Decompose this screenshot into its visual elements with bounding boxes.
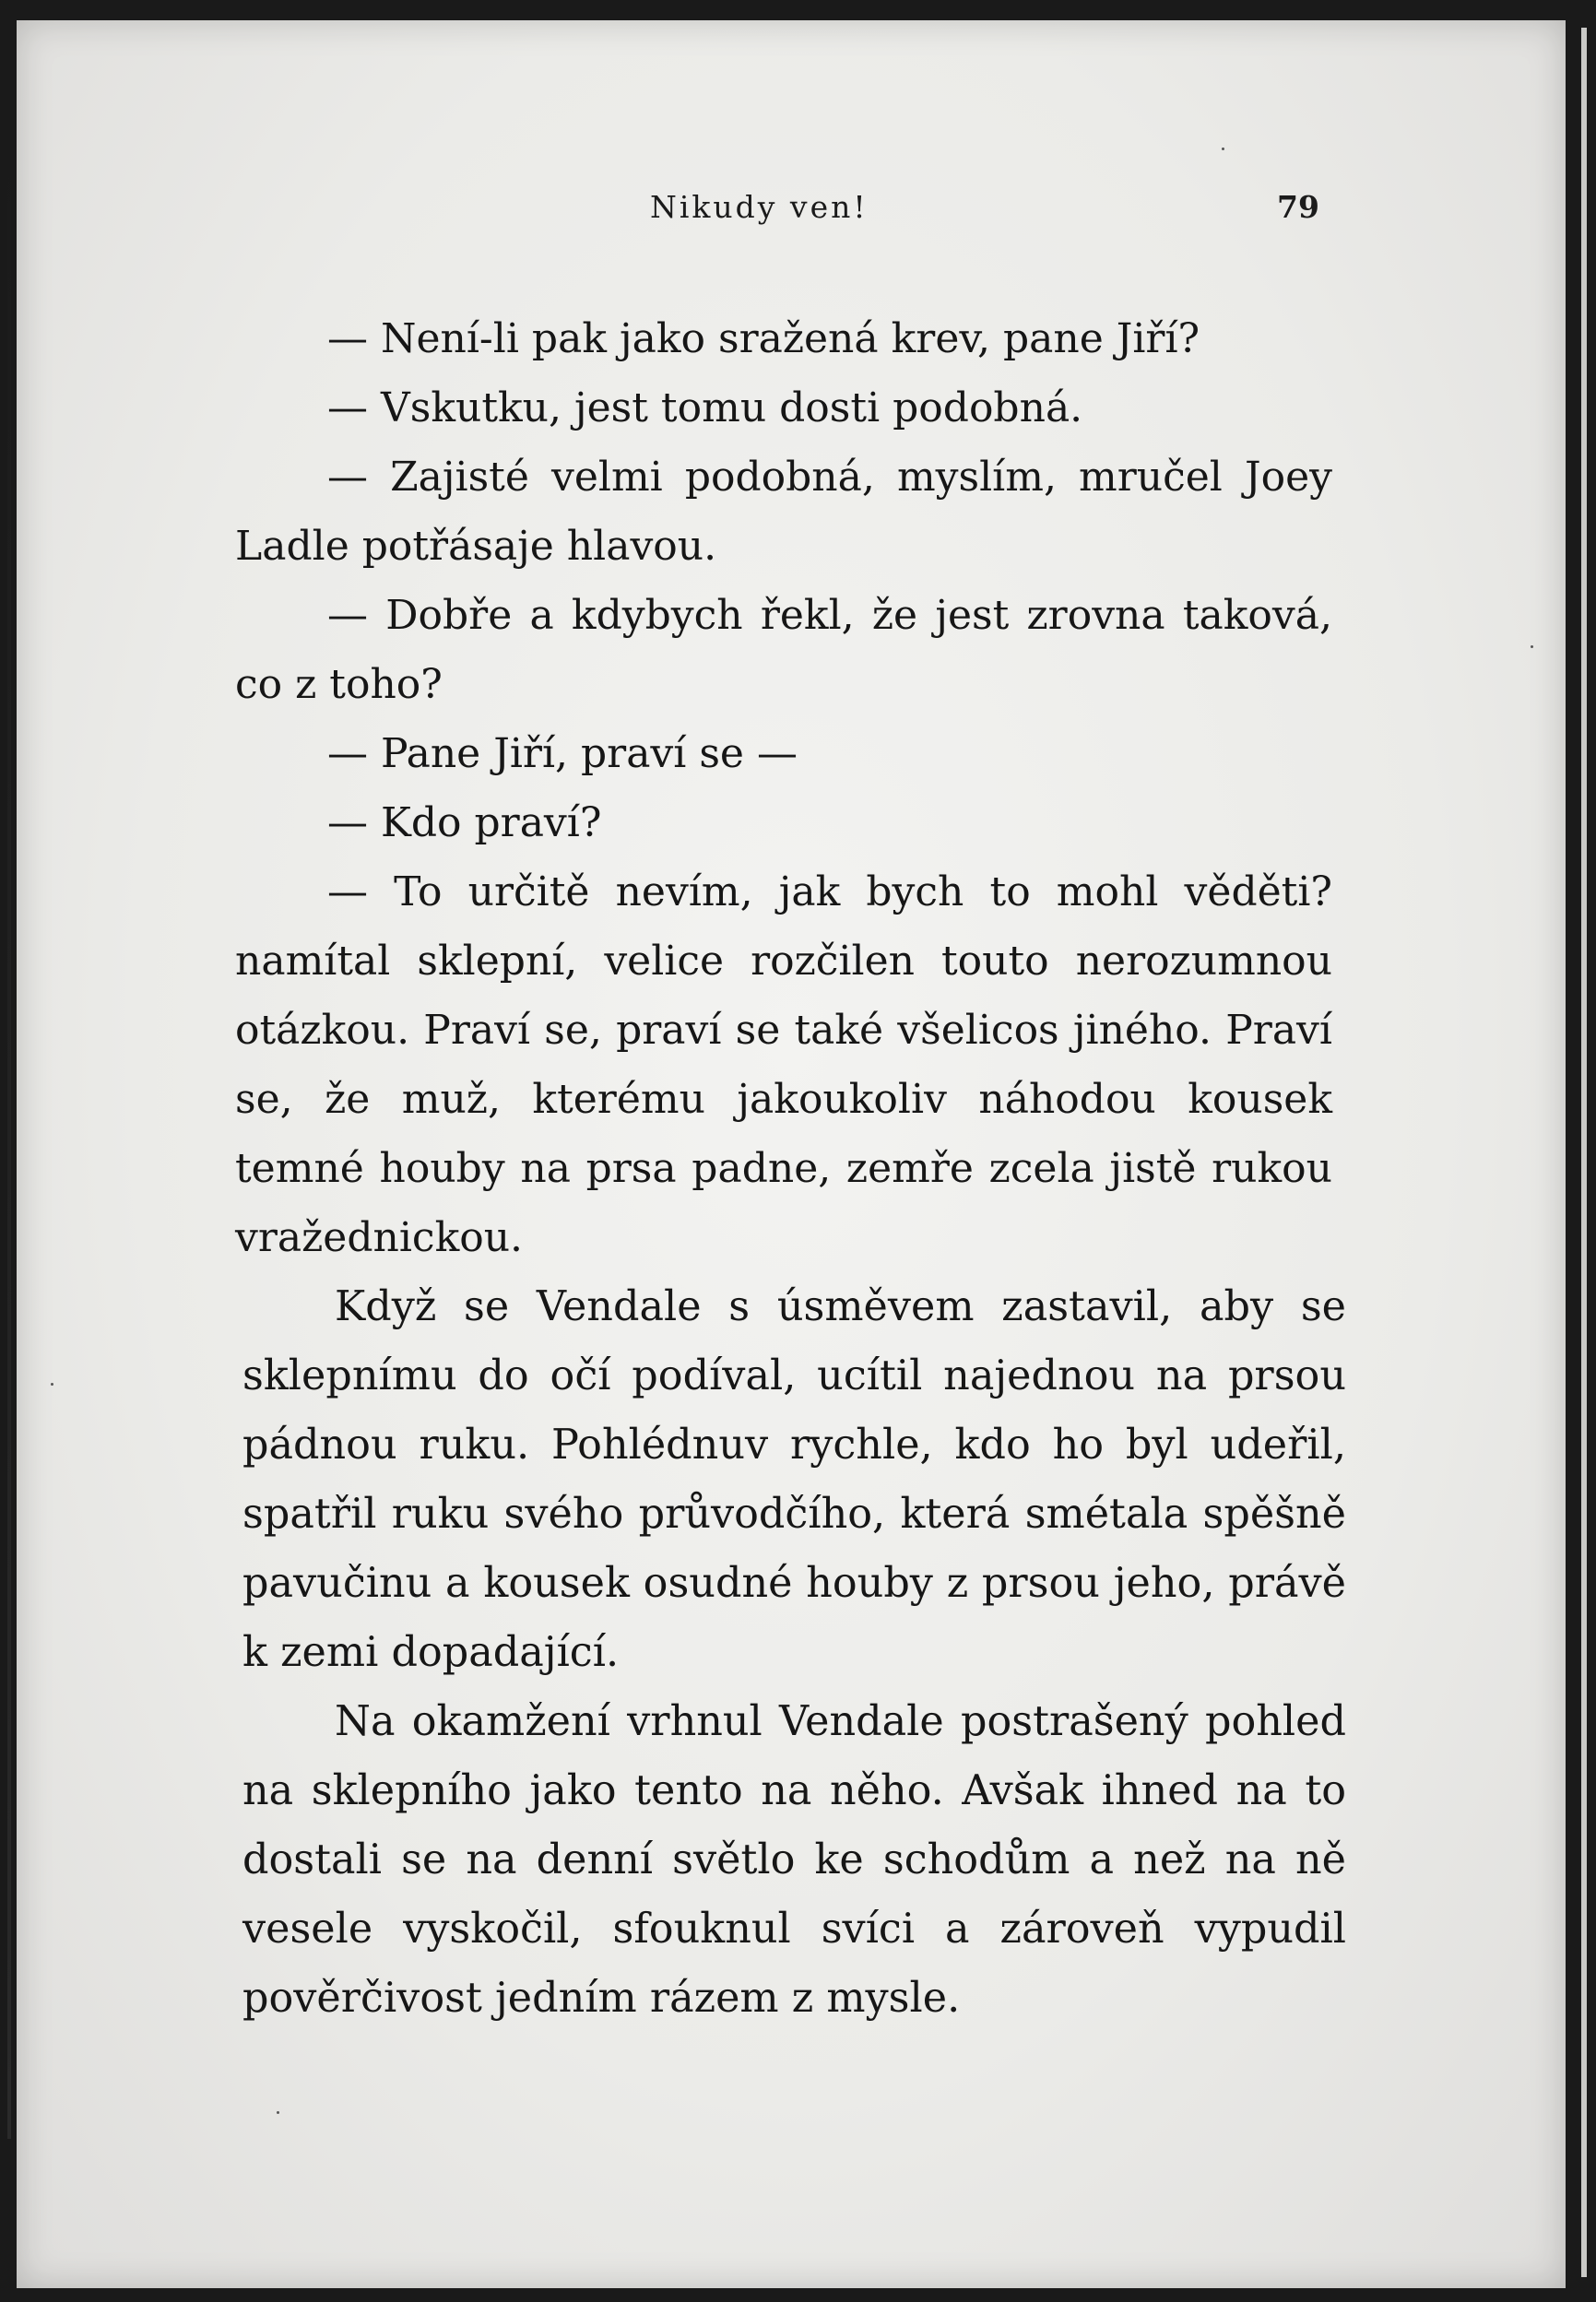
narrative-paragraph: Na okamžení vrhnul Vendale postrašený pohled na sklepního jako tento na něho. Avšak ihned na to dostali se na denní světlo ke schodům a než na ně vesele vyskočil, sfouknul svíci a zároveň vypudil pověrčivost jedním rázem z mysle. bbox=[242, 1698, 1346, 2022]
dialogue-line: — Není-li pak jako sražená krev, pane Jiří? bbox=[327, 315, 1200, 362]
page-fore-edge bbox=[1581, 28, 1587, 2277]
page-header bbox=[0, 189, 1596, 235]
paper-speck bbox=[277, 2111, 279, 2114]
running-head: Nikudy ven! bbox=[650, 189, 869, 225]
body-text bbox=[235, 304, 1346, 2033]
dialogue-line: — Dobře a kdybych řekl, že jest zrovna taková, co z toho? bbox=[235, 592, 1332, 708]
narrative-paragraph: Když se Vendale s úsměvem zastavil, aby se sklepnímu do očí podíval, ucítil najednou na prsou pádnou ruku. Pohlédnuv rychle, kdo ho byl udeřil, spatřil ruku svého průvodčího, která smétala spěšně pavučinu a kousek osudné houby z prsou jeho, právě k zemi dopadající. bbox=[242, 1283, 1346, 1676]
paper-speck bbox=[1531, 645, 1533, 648]
paper-speck bbox=[1222, 148, 1224, 150]
page-binding-edge bbox=[7, 111, 11, 2139]
page-number: 79 bbox=[1277, 189, 1319, 225]
dialogue-line: — To určitě nevím, jak bych to mohl věděti? namítal sklepní, velice rozčilen touto nerozumnou otázkou. Praví se, praví se také všelicos jiného. Praví se, že muž, kterému jakoukoliv náhodou kousek temné houby na prsa padne, zemře zcela jistě rukou vražednickou. bbox=[235, 868, 1332, 1261]
dialogue-line: — Vskutku, jest tomu dosti podobná. bbox=[327, 384, 1083, 431]
dialogue-line: — Kdo praví? bbox=[327, 799, 602, 846]
dialogue-line: — Zajisté velmi podobná, myslím, mručel Joey Ladle potřásaje hlavou. bbox=[235, 454, 1332, 570]
dialogue-line: — Pane Jiří, praví se — bbox=[327, 730, 798, 777]
paper-speck bbox=[51, 1383, 53, 1386]
